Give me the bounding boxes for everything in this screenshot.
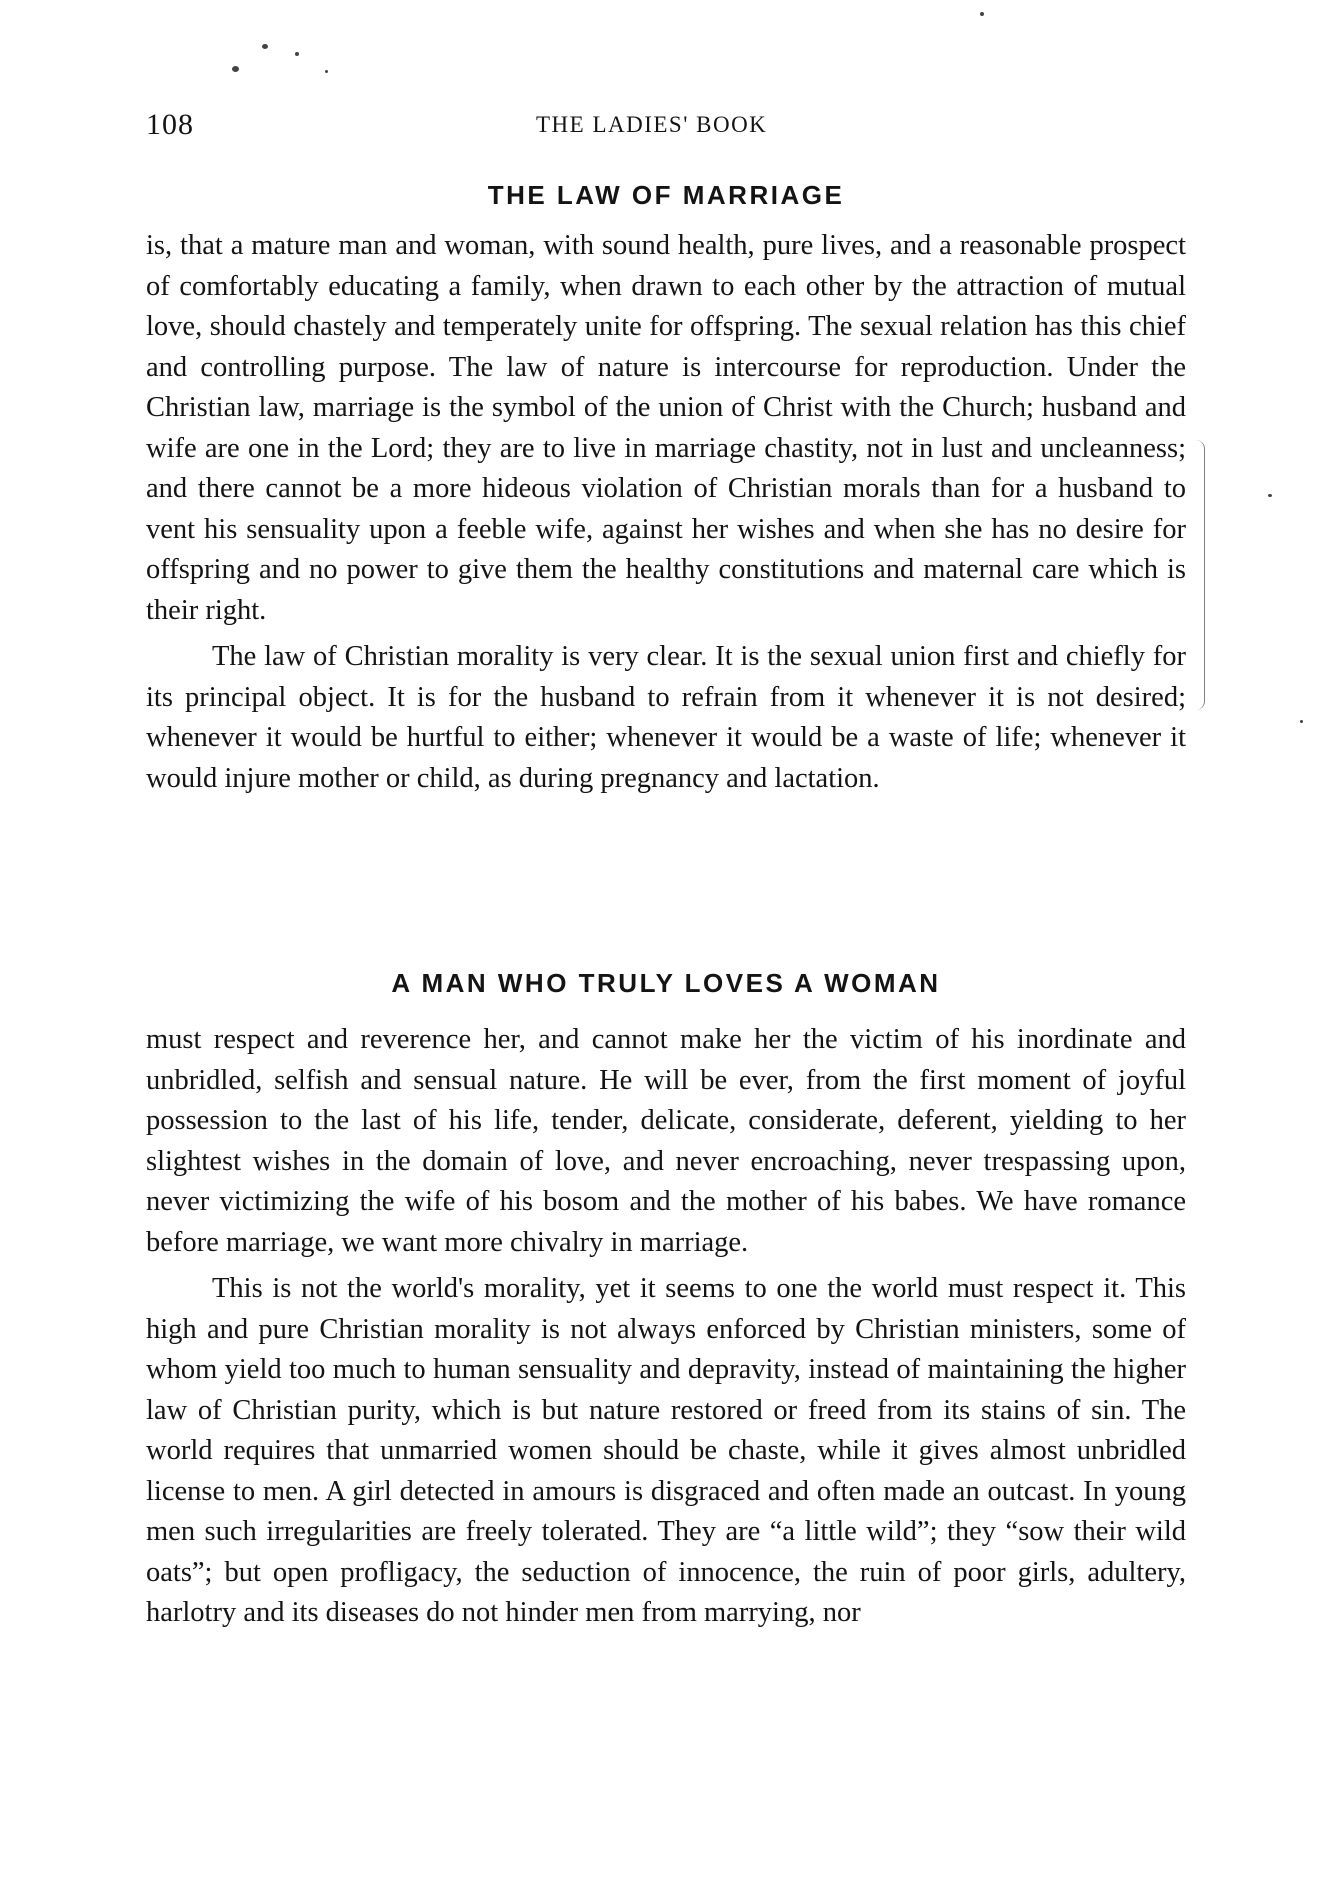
- ink-speck: [262, 44, 268, 49]
- ink-speck: [232, 66, 239, 72]
- ink-speck: [980, 12, 984, 16]
- ink-speck: [295, 52, 299, 56]
- ink-speck: [1300, 720, 1303, 723]
- section-heading-law-of-marriage: THE LAW OF MARRIAGE: [487, 180, 845, 210]
- paragraph: is, that a mature man and woman, with sound health, pure lives, and a reasonable prospect of comfortably educating a family, when drawn to each other by the attraction of mutual love, should chastely and temperately unite for offspring. The sexual relation has this chief and controlling purpose. The law of nature is intercourse for reproduction. Under the Christian law, marriage is the symbol of the union of Christ with the Church; husband and wife are one in the Lord; they are to live in marriage chastity, not in lust and uncleanness; and there cannot be a more hideous violation of Christian morals than for a husband to vent his sensuality upon a feeble wife, against her wishes and when she has no desire for offspring and no power to give them the healthy constitutions and maternal care which is their right.: [146, 230, 1186, 626]
- section-heading-man-who-truly-loves: A MAN WHO TRULY LOVES A WOMAN: [391, 968, 941, 998]
- running-head: [146, 108, 1186, 148]
- margin-bracket-mark: [1196, 440, 1205, 710]
- ink-speck: [325, 70, 328, 73]
- ink-speck: [1268, 494, 1272, 497]
- section-body-law-of-marriage: [146, 226, 1186, 799]
- paragraph: The law of Christian morality is very clear. It is the sexual union first and chiefly for its principal object. It is for the husband to refrain from it whenever it is not desired; whenever it would be hurtful to either; whenever it would be a waste of life; whenever it would injure mother or child, as during pregnancy and lactation.: [146, 641, 1186, 794]
- page-number: 108: [146, 108, 194, 141]
- paragraph: This is not the world's morality, yet it seems to one the world must respect it. This high and pure Christian morality is not always enforced by Christian ministers, some of whom yield too much to human sensuality and depravity, instead of maintaining the higher law of Christian purity, which is but nature restored or freed from its stains of sin. The world requires that unmarried women should be chaste, while it gives almost unbridled license to men. A girl detected in amours is disgraced and often made an outcast. In young men such irregularities are freely tolerated. They are “a little wild”; they “sow their wild oats”; but open profligacy, the seduction of innocence, the ruin of poor girls, adultery, harlotry and its diseases do not hinder men from marrying, nor: [146, 1273, 1186, 1628]
- paragraph: must respect and reverence her, and cannot make her the victim of his inordinate and unbridled, selfish and sensual nature. He will be ever, from the first moment of joyful possession to the last of his life, tender, delicate, considerate, deferent, yielding to her slightest wishes in the domain of love, and never encroaching, never trespassing upon, never victimizing the wife of his bosom and the mother of his babes. We have romance before marriage, we want more chivalry in marriage.: [146, 1024, 1186, 1258]
- section-body-man-who-truly-loves: [146, 1020, 1186, 1634]
- running-title: THE LADIES' BOOK: [536, 112, 768, 137]
